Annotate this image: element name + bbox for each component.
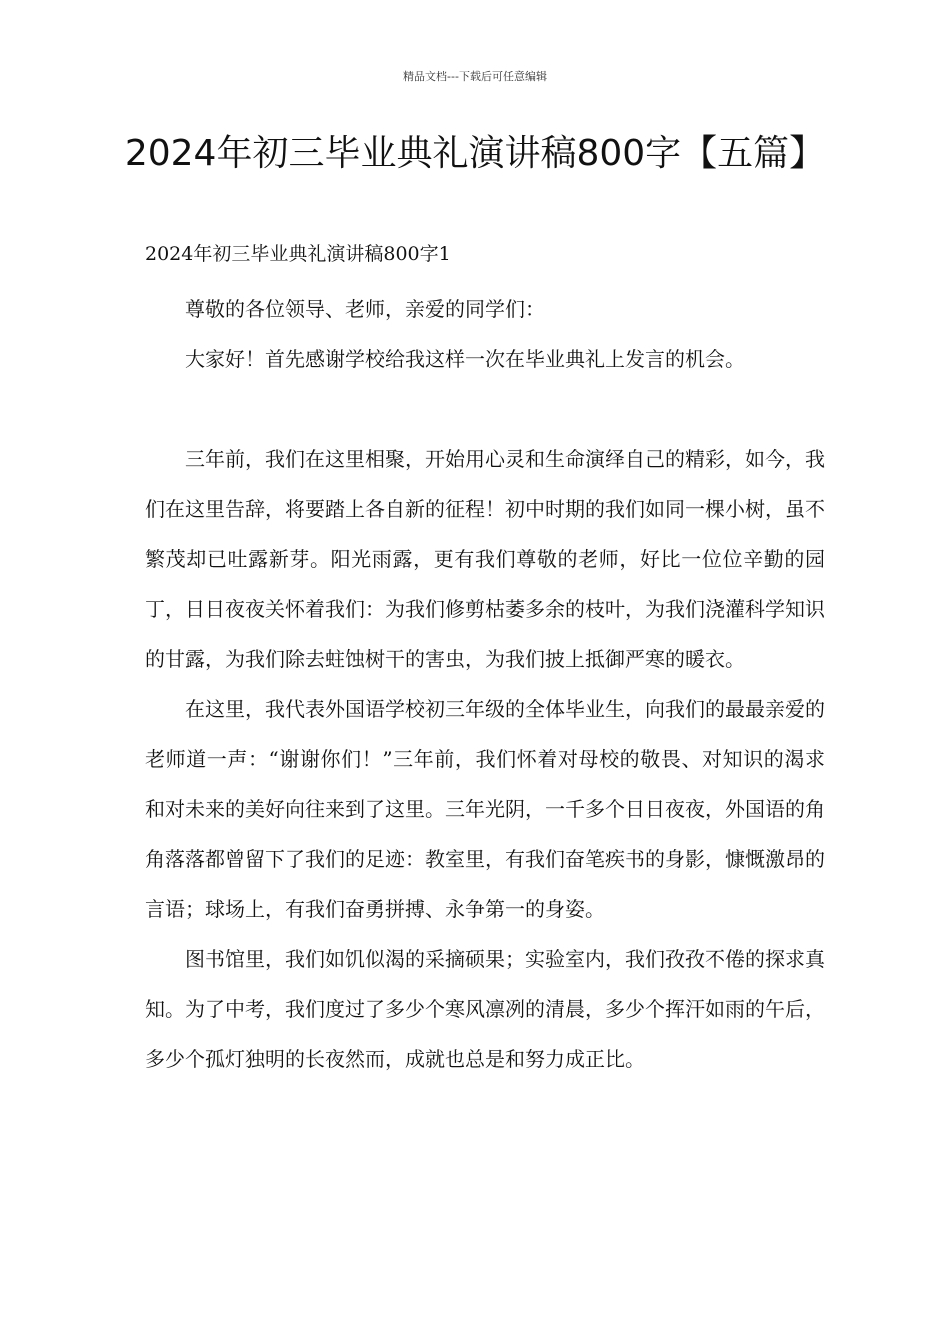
document-title: 2024年初三毕业典礼演讲稿800字【五篇】 <box>124 133 826 174</box>
body-paragraph: 图书馆里，我们如饥似渴的采摘硕果；实验室内，我们孜孜不倦的探求真知。为了中考，我们度过了多少个寒风凛冽的清晨，多少个挥汗如雨的午后，多少个孤灯独明的长夜然而，成就也总是和努力成正比。 <box>145 947 825 1071</box>
section-heading: 2024年初三毕业典礼演讲稿800字1 <box>145 243 451 265</box>
opening-paragraph: 大家好！首先感谢学校给我这样一次在毕业典礼上发言的机会。 <box>185 347 745 371</box>
greeting-paragraph: 尊敬的各位领导、老师，亲爱的同学们： <box>185 297 545 321</box>
body-paragraph: 三年前，我们在这里相聚，开始用心灵和生命演绎自己的精彩，如今，我们在这里告辞，将要踏上各自新的征程！初中时期的我们如同一棵小树，虽不繁茂却已吐露新芽。阳光雨露，更有我们尊敬的老师，好比一位位辛勤的园丁，日日夜夜关怀着我们：为我们修剪枯萎多余的枝叶，为我们浇灌科学知识的甘露，为我们除去蛀蚀树干的害虫，为我们披上抵御严寒的暖衣。 <box>145 447 825 671</box>
body-paragraph: 在这里，我代表外国语学校初三年级的全体毕业生，向我们的最最亲爱的老师道一声：“谢谢你们！”三年前，我们怀着对母校的敬畏、对知识的渴求和对未来的美好向往来到了这里。三年光阴，一千多个日日夜夜，外国语的角角落落都曾留下了我们的足迹：教室里，有我们奋笔疾书的身影，慷慨激昂的言语；球场上，有我们奋勇拼搏、永争第一的身姿。 <box>145 697 825 921</box>
header-note: 精品文档---下载后可任意编辑 <box>403 70 547 83</box>
document-body <box>145 284 825 1084</box>
